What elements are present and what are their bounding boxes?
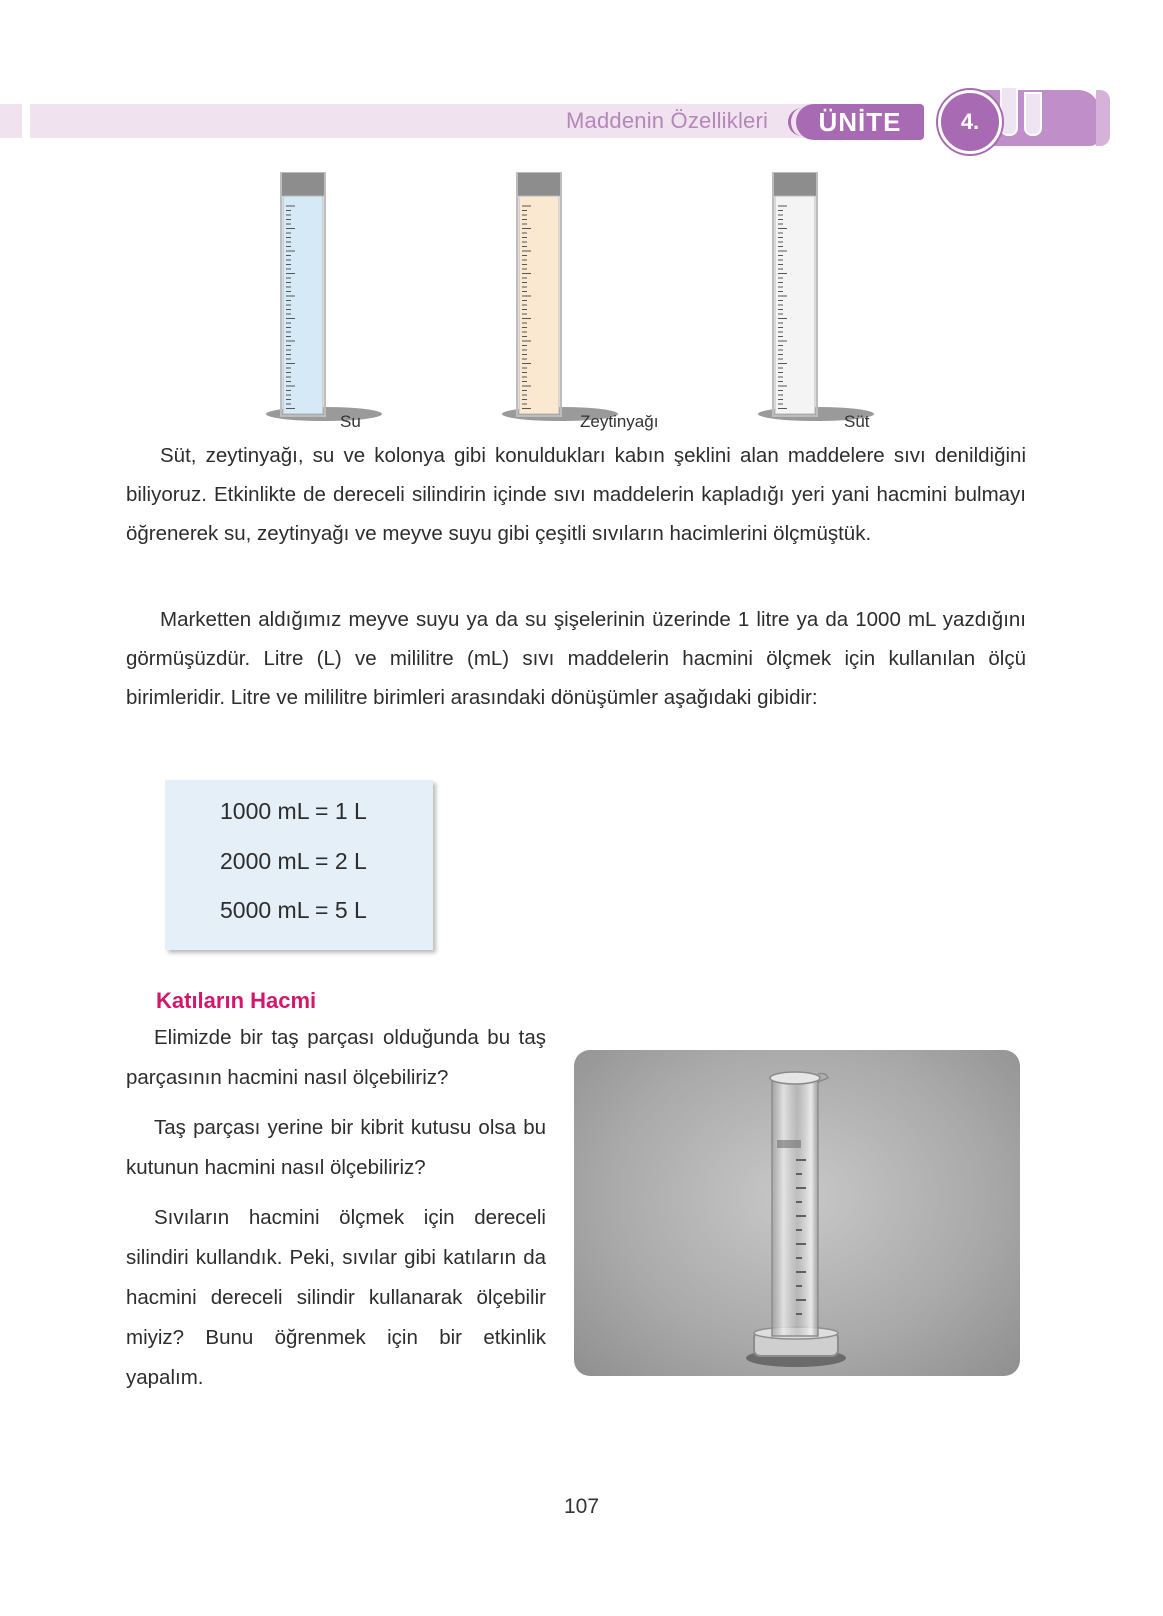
cylinder-zeytinyagi [500,172,620,432]
question-3 [126,1198,546,1398]
graduated-cylinder-icon [500,172,620,432]
question-3-text: Sıvıların hacmini ölçmek için dereceli silindiri kullandık. Peki, sıvılar gibi katıların da hacmini dereceli silindir kullanarak ölçebilir miyiz? Bunu öğrenmek için bir etkinlik yapalım. [126,1206,546,1389]
page-number: 107 [563,1495,600,1518]
question-1-text: Elimizde bir taş parçası olduğunda bu taş parçasının hacmini nasıl ölçebiliriz? [126,1026,546,1089]
paragraph-2 [126,600,1026,717]
unit-label: ÜNİTE [796,104,924,140]
cylinder-label-zeytinyagi: Zeytinyağı [580,412,659,431]
chapter-title: Maddenin Özellikleri [566,108,769,133]
graduated-cylinder-photo [574,1050,1020,1376]
cylinder-label-sut: Süt [844,412,870,431]
header-band-left [0,104,22,138]
conversion-line: 2000 mL = 2 L [220,848,367,874]
question-2 [126,1108,546,1188]
section-title: Katıların Hacmi [156,988,317,1013]
paragraph-1-text: Süt, zeytinyağı, su ve kolonya gibi konuldukları kabın şeklini alan maddelere sıvı denildiğini biliyoruz. Etkinlikte de dereceli silindirin içinde sıvı maddelerin kapladığı yeri yani hacmini bulmayı öğrenerek su, zeytinyağı ve meyve suyu gibi çeşitli sıvıların hacimlerini ölçmüştük. [126,444,1026,545]
conversion-line: 5000 mL = 5 L [220,897,367,923]
graduated-cylinder-icon [756,172,876,432]
cylinder-label-su: Su [340,412,361,431]
paragraph-2-text: Marketten aldığımız meyve suyu ya da su şişelerinin üzerinde 1 litre ya da 1000 mL yazdığını görmüşüzdür. Litre (L) ve mililitre (mL) sıvı maddelerin hacmini ölçmek için kullanılan ölçü birimleridir. Litre ve mililitre birimleri arasındaki dönüşümler aşağıdaki gibidir: [126,608,1026,709]
glass-cylinder-image [574,1050,1020,1376]
unit-number: 4. [938,90,1002,154]
conversion-box [165,780,433,950]
paragraph-1 [126,436,1026,553]
cylinder-su [264,172,384,432]
question-2-text: Taş parçası yerine bir kibrit kutusu olsa bu kutunun hacmini nasıl ölçebiliriz? [126,1116,546,1179]
test-tube-icon [1024,92,1042,136]
conversion-line: 1000 mL = 1 L [220,798,367,824]
graduated-cylinder-icon [264,172,384,432]
cylinder-sut [756,172,876,432]
question-1 [126,1018,546,1098]
test-tube-icon [1000,86,1018,136]
